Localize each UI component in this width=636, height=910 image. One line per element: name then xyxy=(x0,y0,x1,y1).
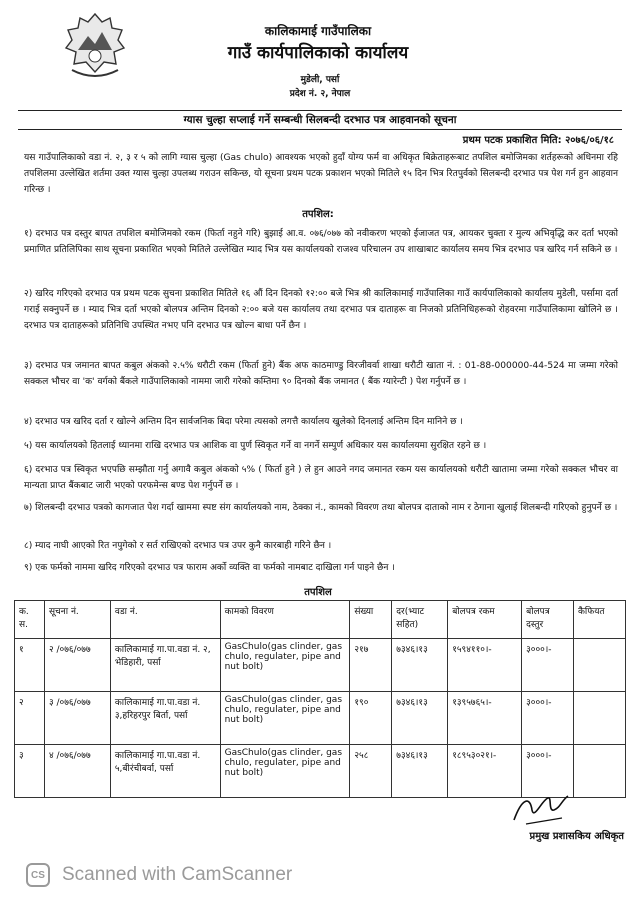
intro-paragraph: यस गाउँपालिकाको वडा नं. २, ३ र ५ को लागि ग्यास चुल्हा (Gas chulo) आवश्यक भएको हुदाँ योग्य फर्म वा अधिकृत बिक्रेताहरूबाट तपशिल बमोजिमका शर्तहरूको अधिनमा रहि तपशिलमा उल्लेखित शर्तमा उक्त ग्यास चुल्हा उपलब्ध गराउन सकिन्छ, यो सूचना प्रथम पटक प्रकाशन भएको मितिले १५ दिन भित्र रितपुर्वको सिलबन्दी दरभाउ पत्र पेश गर्न हुन आहवान गरिन्छ । xyxy=(24,153,618,195)
clause-2: २) खरिद गरिएको दरभाउ पत्र प्रथम पटक सुचना प्रकाशित मितिले १६ औं दिन दिनको १२:०० बजे भित्र श्री कालिकामाई गाउँपालिका गाउँ कार्यपालिकाको कार्यालय मुडेली, पर्सामा दर्ता गराई सक्नुपर्ने छ । म्याद भित्र दर्ता भएको बोलपत्र अन्तिम दिनको २:०० बजे यस कार्यालय तथा दरभाउ पत्र दाताहरू वा निजको प्रतिनिधिहरूको रोहवरमा गाउँपालिकामा खोलिने छ । दरभाउ पत्र दाताहरूको प्रतिनिधि उपस्थित नभए पनि दरभाउ पत्र खोल्न बाधा पर्ने छैन । xyxy=(24,289,618,331)
table-cell: ७३४६।१३ xyxy=(392,745,448,798)
table-cell: GasChulo(gas clinder, gas chulo, regulater, pipe and nut bolt) xyxy=(220,639,350,692)
section-heading: तपशिल: xyxy=(302,209,334,220)
table-cell: २५८ xyxy=(350,745,392,798)
table-row xyxy=(15,692,626,745)
clause-6: ६) दरभाउ पत्र स्विकृत भएपछि सम्झौता गर्नु अगावै कबुल अंकको ५% ( फिर्ता हुने ) ले हुन आउने नगद जमानत रकम यस कार्यालयको धरौटी खातामा जम्मा गरेको सक्कल भौचर वा मान्यता प्राप्त बैंकबाट जारी भएको परफमेन्स बण्ड पेश गर्नुपर्ने छ । xyxy=(24,465,618,491)
table-cell: २ xyxy=(15,692,45,745)
clause-1: १) दरभाउ पत्र दस्तुर बापत तपशिल बमोजिमको रकम (फिर्ता नहुने गरि) बुझाई आ.व. ०७६/०७७ को नवीकरण भएको ईजाजत पत्र, आयकर चुक्ता र मुल्य अभिवृद्धि कर दर्ता भएको प्रमाणित प्रतिलिपिका साथ सूचना प्रकाशित भएको मितिले उल्लेखित म्याद भित्र यस कार्यालयको राजश्व परिचालन उप शाखाबाट कार्यालय समय भित्र दरभाउ पत्र खरिद गर्न सकिने छ । xyxy=(24,229,618,255)
table-cell: २१७ xyxy=(350,639,392,692)
published-date: प्रथम पटक प्रकाशित मिति: २०७६/०६/१८ xyxy=(462,135,614,146)
header-cell: बोलपत्र दस्तुर xyxy=(522,601,574,639)
office-province: प्रदेश नं. २, नेपाल xyxy=(289,89,351,99)
header-cell: वडा नं. xyxy=(110,601,220,639)
table-cell: १ xyxy=(15,639,45,692)
table-cell: १३९५७६५।- xyxy=(448,692,522,745)
table-cell: ४ /०७६/०७७ xyxy=(44,745,110,798)
header-cell: संख्या xyxy=(350,601,392,639)
table-header-row xyxy=(15,601,626,639)
table-cell: ३०००।- xyxy=(522,745,574,798)
table-cell: कालिकामाई गा.पा.वडा नं. २, भेडिहारी, पर्सा xyxy=(110,639,220,692)
table-cell xyxy=(574,745,626,798)
table-row xyxy=(15,639,626,692)
camscanner-logo-icon: CS xyxy=(26,863,50,887)
clause-7: ७) शिलबन्दी दरभाउ पत्रको कागजात पेश गर्दा खाममा स्पष्ट संग कार्यालयको नाम, ठेक्का नं., कामको विवरण तथा बोलपत्र दाताको नाम र ठेगाना खुलाई शिलबन्दी गरिएको हुनुपर्ने छ । xyxy=(24,503,618,513)
clause-3: ३) दरभाउ पत्र जमानत बापत कबुल अंकको २.५% धरौटी रकम (फिर्ता हुने) बैंक अफ काठमाण्डु विरजीवर्वा शाखा धरौटी खाता नं. : 01-88-000000-44-524 मा जम्मा गरेको सक्कल भौचर वा 'क' वर्गको बैंकले गाउँपालिकाको नाममा जारी गरेको कम्तिमा ९० दिनको बैंक जमानत ( बैंक ग्यारेन्टी ) पेश गर्नुपर्ने छ । xyxy=(24,361,618,387)
office-name: कालिकामाई गाउँपालिका xyxy=(264,24,372,38)
header-cell: बोलपत्र रकम xyxy=(448,601,522,639)
table-cell: १८९५३०२१।- xyxy=(448,745,522,798)
clause-9: ९) एक फर्मको नाममा खरिद गरिएको दरभाउ पत्र फाराम अर्को व्यक्ति वा फर्मको नामबाट दाखिला गर्न पाइने छैन । xyxy=(24,563,395,573)
scanner-watermark-text: Scanned with CamScanner xyxy=(62,864,293,885)
header-cell: सूचना नं. xyxy=(44,601,110,639)
table-cell xyxy=(574,639,626,692)
header-cell: क. स. xyxy=(15,601,45,639)
office-address: मुडेली, पर्सा xyxy=(300,75,340,85)
table-cell: ३०००।- xyxy=(522,692,574,745)
scanner-footer xyxy=(26,862,292,888)
clause-5: ५) यस कार्यालयको हितलाई ध्यानमा राखि दरभाउ पत्र आशिक वा पुर्ण स्विकृत गर्ने वा नगर्ने सम्पुर्ण अधिकार यस कार्यालयमा सुरक्षित रहने छ । xyxy=(24,441,487,451)
office-title: गाउँ कार्यपालिकाको कार्यालय xyxy=(227,43,409,63)
table-cell: ३ xyxy=(15,745,45,798)
table-cell: कालिकामाई गा.पा.वडा नं. ३,हरिहरपुर बिर्ता, पर्सा xyxy=(110,692,220,745)
table-cell: GasChulo(gas clinder, gas chulo, regulater, pipe and nut bolt) xyxy=(220,692,350,745)
header-cell: कैफियत xyxy=(574,601,626,639)
table-cell: ३ /०७६/०७७ xyxy=(44,692,110,745)
table-heading: तपशिल xyxy=(304,587,332,598)
clause-8: ८) म्याद नाघी आएको रित नपुगेको र सर्त राखिएको दरभाउ पत्र उपर कुनै कारबाही गरिने छैन । xyxy=(24,541,332,551)
table-cell: ३०००।- xyxy=(522,639,574,692)
signature-mark-icon xyxy=(508,790,572,830)
table-cell: २ /०७६/०७७ xyxy=(44,639,110,692)
table-cell: GasChulo(gas clinder, gas chulo, regulater, pipe and nut bolt) xyxy=(220,745,350,798)
notice-title: ग्यास चुल्हा सप्लाई गर्ने सम्बन्धी सिलबन्दी दरभाउ पत्र आहवानको सूचना xyxy=(18,110,622,130)
table-cell: १५९४११०।- xyxy=(448,639,522,692)
header-cell: दर(भ्याट सहित) xyxy=(392,601,448,639)
table-cell: १९० xyxy=(350,692,392,745)
table-cell: ७३४६।१३ xyxy=(392,639,448,692)
details-table xyxy=(14,600,626,798)
table-cell: ७३४६।१३ xyxy=(392,692,448,745)
table-cell xyxy=(574,692,626,745)
clause-4: ४) दरभाउ पत्र खरिद दर्ता र खोल्ने अन्तिम दिन सार्वजनिक बिदा परेमा त्यसको लगत्तै कार्यालय खुलेको दिनलाई अन्तिम दिन मानिने छ । xyxy=(24,417,463,427)
signature-label: प्रमुख प्रशासकिय अधिकृत xyxy=(529,831,624,842)
table-cell: कालिकामाई गा.पा.वडा नं. ५,बीरंचीबर्वा, पर्सा xyxy=(110,745,220,798)
header-cell: कामको विवरण xyxy=(220,601,350,639)
